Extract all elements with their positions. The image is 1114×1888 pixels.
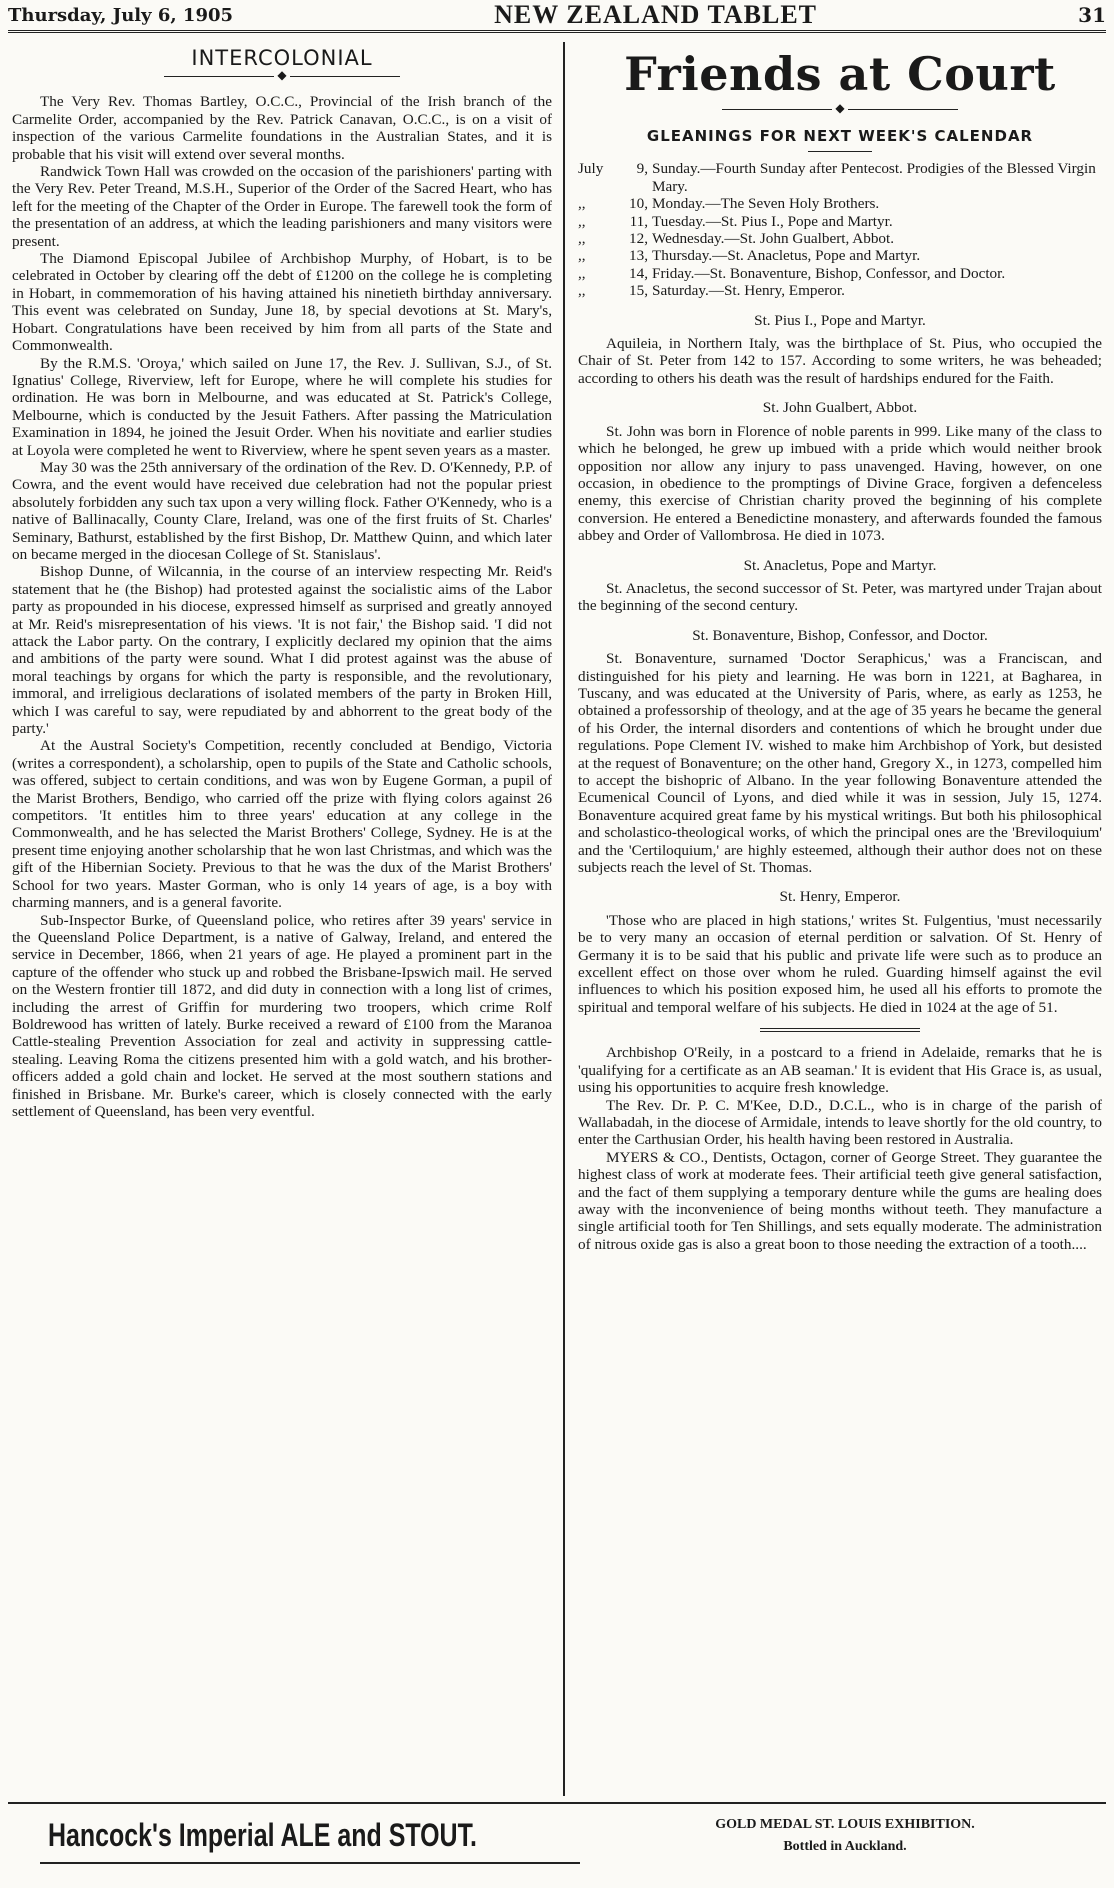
calendar-text: Thursday.—St. Anacletus, Pope and Martyr. <box>652 247 921 265</box>
calendar-row <box>578 160 1102 195</box>
article-paragraph: May 30 was the 25th anniversary of the ordination of the Rev. D. O'Kennedy, P.P. of Cowra, and the event would have received due celebration had not the popular priest absolutely forbidden any such tax upon a very willing flock. Father O'Kennedy, who is a native of Ballinacally, County Clare, Ireland, was one of the first fruits of St. Charles' Seminary, Bathurst, established by the first Bishop, Dr. Matthew Quinn, and which later on became merged in the diocesan College of St. Stanislaus'. <box>12 458 552 563</box>
calendar-row <box>578 195 1102 212</box>
bottled-line: Bottled in Auckland. <box>783 1839 907 1854</box>
section-heading: INTERCOLONIAL <box>191 46 373 70</box>
calendar-row <box>578 265 1102 282</box>
notice-paragraph: Archbishop O'Reily, in a postcard to a friend in Adelaide, remarks that he is 'qualifying for a certificate as an AB seaman.' It is evident that His Grace is, as usual, using his opportunities to acquire fresh knowledge. <box>578 1044 1102 1097</box>
calendar-text: Saturday.—St. Henry, Emperor. <box>652 282 845 300</box>
calendar-month: ,, <box>578 282 586 300</box>
ale-advertisement: Hancock's Imperial ALE and STOUT. <box>48 1817 477 1853</box>
saint-title: St. Anacletus, Pope and Martyr. <box>743 556 937 574</box>
article-paragraph: At the Austral Society's Competition, recently concluded at Bendigo, Victoria (writes a correspondent), a scholarship, open to pupils of the State and Catholic schools, was offered, subject to certain conditions, and was won by Eugene Gorman, a pupil of the Marist Brothers, Bendigo, who carried off the prize with flying colors against 26 competitors. 'It entitles him to three years' education at any college in the Commonwealth, and he has selected the Marist Brothers' College, Sydney. He is at the present time enjoying another scholarship that he won last Christmas, and which was the gift of the Hibernian Society. Previous to that he was the dux of the Marist Brothers' School for two years. Master Gorman, who is only 14 years of age, is a boy with charming manners, and is a general favorite. <box>12 737 552 912</box>
calendar-month: July <box>578 160 604 178</box>
calendar-day: 11, <box>629 212 648 230</box>
issue-date: Thursday, July 6, 1905 <box>8 4 234 26</box>
saints-section <box>578 312 1102 1017</box>
ad-underline <box>40 1862 580 1864</box>
column-divider <box>563 42 565 1796</box>
diamond-divider: ◆ <box>578 102 1102 114</box>
article-paragraph: The Diamond Episcopal Jubilee of Archbishop Murphy, of Hobart, is to be celebrated in October by clearing off the debt of £1200 on the college he is completing in Hobart, in commemoration of his having attained his ninetieth birthday anniversary. This event was celebrated on Sunday, June 18, by special devotions at St. Mary's, Hobart. Congratulations have been received by him from all parts of the State and Commonwealth. <box>12 250 552 355</box>
calendar-day: 9, <box>636 160 648 178</box>
calendar-month: ,, <box>578 212 586 230</box>
article-paragraph: The Very Rev. Thomas Bartley, O.C.C., Provincial of the Irish branch of the Carmelite Order, accompanied by the Rev. Patrick Canavan, O.C.C., is on a visit of inspection of the various Carmelite foundations in the Australian States, and it is probable that his visit will extend over several months. <box>12 93 552 163</box>
saint-paragraph: St. John was born in Florence of noble parents in 999. Like many of the class to which he belonged, he grew up imbued with a pride which would neither brook opposition nor allow any injury to pass unavenged. Having, however, on one occasion, in obedience to the promptings of Divine Grace, forgiven a defenceless enemy, this exercise of Christian charity proved the beginning of his complete conversion. He entered a Benedictine monastery, and afterwards founded the famous abbey and Order of Vallombrosa. He died in 1073. <box>578 422 1102 545</box>
calendar-day: 13, <box>629 247 648 265</box>
notice-paragraph: The Rev. Dr. P. C. M'Kee, D.D., D.C.L., who is in charge of the parish of Wallabadah, in the diocese of Armidale, intends to leave shortly for the old country, to enter the Carthusian Order, his health having been restored in Australia. <box>578 1096 1102 1149</box>
notices-section <box>578 1044 1102 1253</box>
header-rule <box>8 30 1106 33</box>
saint-title: St. Henry, Emperor. <box>779 888 901 906</box>
masthead-title: NEW ZEALAND TABLET <box>494 0 818 29</box>
calendar-list <box>578 160 1102 299</box>
calendar-month: ,, <box>578 230 586 248</box>
calendar-text: Friday.—St. Bonaventure, Bishop, Confessor, and Doctor. <box>652 264 1006 282</box>
friends-at-court-heading: Friends at Court <box>624 47 1056 101</box>
calendar-heading: GLEANINGS FOR NEXT WEEK'S CALENDAR <box>646 127 1034 145</box>
saint-paragraph: St. Anacletus, the second successor of St. Peter, was martyred under Trajan about the beginning of the second century. <box>578 579 1102 615</box>
calendar-month: ,, <box>578 264 586 282</box>
saint-paragraph: Aquileia, in Northern Italy, was the birthplace of St. Pius, who occupied the Chair of St. Peter from 142 to 157. According to some writers, he was beheaded; according to others his death was the result of hardships endured for the Faith. <box>578 335 1102 387</box>
saint-paragraph: St. Bonaventure, surnamed 'Doctor Seraphicus,' was a Franciscan, and distinguished for his piety and learning. He was born in 1221, at Bagharea, in Tuscany, and was educated at the University of Paris, where, as early as 1253, he obtained a professorship of theology, and at the age of 35 years he became the general of his Order, the internal disorders and contentions of which he brought under due regulations. Pope Clement IV. wished to make him Archbishop of York, but desisted at the request of Bonaventure; on the other hand, Gregory X., in 1273, compelled him to accept the bishopric of Albano. In the year following Bonaventure attended the Ecumenical Council of Lyons, and died while it was in session, July 15, 1274. Bonaventure acquired great fame by his mystical writings. But both his philosophical and scholastico-theological works, of which the principal ones are the 'Breviloquium' and the 'Certiloquium,' are highly esteemed, although their author does not on these subjects reach the level of St. Thomas. <box>578 650 1102 877</box>
calendar-row <box>578 247 1102 264</box>
calendar-day: 14, <box>629 264 648 282</box>
short-divider <box>808 151 872 152</box>
article-paragraph: By the R.M.S. 'Oroya,' which sailed on June 17, the Rev. J. Sullivan, S.J., of St. Ignatius' College, Riverview, left for Europe, where he will complete his studies for ordination. He was born in Melbourne, and was educated at St. Patrick's College, Melbourne, which is conducted by the Jesuit Fathers. After passing the Matriculation Examination in 1894, he joined the Jesuit Order. When his novitiate and earlier studies at Loyola were completed he went to Riverview, where he spent seven years as a master. <box>12 354 552 459</box>
double-divider <box>760 1028 920 1032</box>
exhibition-line: GOLD MEDAL ST. LOUIS EXHIBITION. <box>715 1817 975 1832</box>
notice-paragraph: MYERS & CO., Dentists, Octagon, corner of George Street. They guarantee the highest class of work at moderate fees. Their artificial teeth give general satisfaction, and the fact of them supplying a temporary denture while the gums are healing does away with the inconvenience of being months without teeth. They manufacture a single artificial tooth for Ten Shillings, and sets equally moderate. The administration of nitrous oxide gas is also a great boon to those needing the extraction of a tooth.... <box>578 1148 1102 1253</box>
saint-title: St. Bonaventure, Bishop, Confessor, and Doctor. <box>692 626 988 644</box>
exhibition-advertisement <box>680 1814 1010 1858</box>
calendar-row <box>578 282 1102 299</box>
calendar-row <box>578 230 1102 247</box>
calendar-month: ,, <box>578 195 586 213</box>
calendar-text: Sunday.—Fourth Sunday after Pentecost. Prodigies of the Blessed Virgin Mary. <box>652 160 1096 195</box>
article-paragraph: Sub-Inspector Burke, of Queensland police, who retires after 39 years' service in the Queensland Police Department, is a native of Galway, Ireland, and entered the service in December, 1866, when 21 years of age. He played a prominent part in the capture of the offender who stuck up and robbed the Brisbane-Ipswich mail. He served on the Western frontier till 1872, and did duty in connection with a long list of crimes, including the arrest of Griffin for murdering two troopers, which crime Rolf Boldrewood has written of lately. Burke received a reward of £100 from the Maranoa Cattle-stealing Prevention Association for zeal and activity in suppressing cattle-stealing. Leaving Roma the citizens presented him with a gold watch, and his brother-officers added a gold chain and locket. He served at the most southern stations and finished in Brisbane. Mr. Burke's career, which is closely connected with the early settlement of Queensland, has been very eventful. <box>12 911 552 1120</box>
calendar-day: 12, <box>629 230 648 248</box>
calendar-text: Monday.—The Seven Holy Brothers. <box>652 195 880 213</box>
page-number: 31 <box>1078 3 1106 27</box>
calendar-day: 15, <box>629 282 648 300</box>
right-column <box>578 40 1102 1798</box>
footer-rule <box>8 1802 1106 1804</box>
calendar-text: Tuesday.—St. Pius I., Pope and Martyr. <box>652 212 893 230</box>
page-header <box>8 2 1106 28</box>
article-paragraph: Randwick Town Hall was crowded on the occasion of the parishioners' parting with the Very Rev. Peter Treand, M.S.H., Superior of the Order of the Sacred Heart, who has left for the meeting of the Chapter of the Order in Europe. The farewell took the form of the presentation of an address, at which the leading parishioners and many visitors were present. <box>12 163 552 250</box>
article-paragraph: Bishop Dunne, of Wilcannia, in the course of an interview respecting Mr. Reid's statement that he (the Bishop) had protested against the socialistic aims of the Labor party as propounded in his diocese, expressed himself as surprised and greatly annoyed at Mr. Reid's misrepresentation of his views. 'It is not fair,' the Bishop said. 'I did not attack the Labor party. On the contrary, I explicitly declared my opinion that the aims and ambitions of the party were sound. What I did protest against was the abuse of moral teachings by organs for which the party is responsible, and the revolutionary, immoral, and irreligious declarations of isolated members of the party in Broken Hill, which I was careful to say, were repudiated by and abhorrent to the great body of the party.' <box>12 563 552 738</box>
calendar-day: 10, <box>629 195 648 213</box>
diamond-divider: ◆ <box>12 69 552 81</box>
calendar-row <box>578 213 1102 230</box>
calendar-month: ,, <box>578 247 586 265</box>
saint-title: St. John Gualbert, Abbot. <box>762 399 918 417</box>
calendar-text: Wednesday.—St. John Gualbert, Abbot. <box>652 230 895 248</box>
left-column <box>12 40 552 1798</box>
saint-title: St. Pius I., Pope and Martyr. <box>754 311 926 329</box>
intercolonial-articles <box>12 93 552 1120</box>
saint-paragraph: 'Those who are placed in high stations,' writes St. Fulgentius, 'must necessarily be to very many an occasion of eternal perdition or salvation. Of St. Henry of Germany it is to be said that his public and private life were such as to produce an excellent effect on those over whom he ruled. Guarding himself against the evil influences to which his position exposed him, he used all his efforts to promote the spiritual and temporal welfare of his subjects. He died in 1024 at the age of 51. <box>578 911 1102 1016</box>
